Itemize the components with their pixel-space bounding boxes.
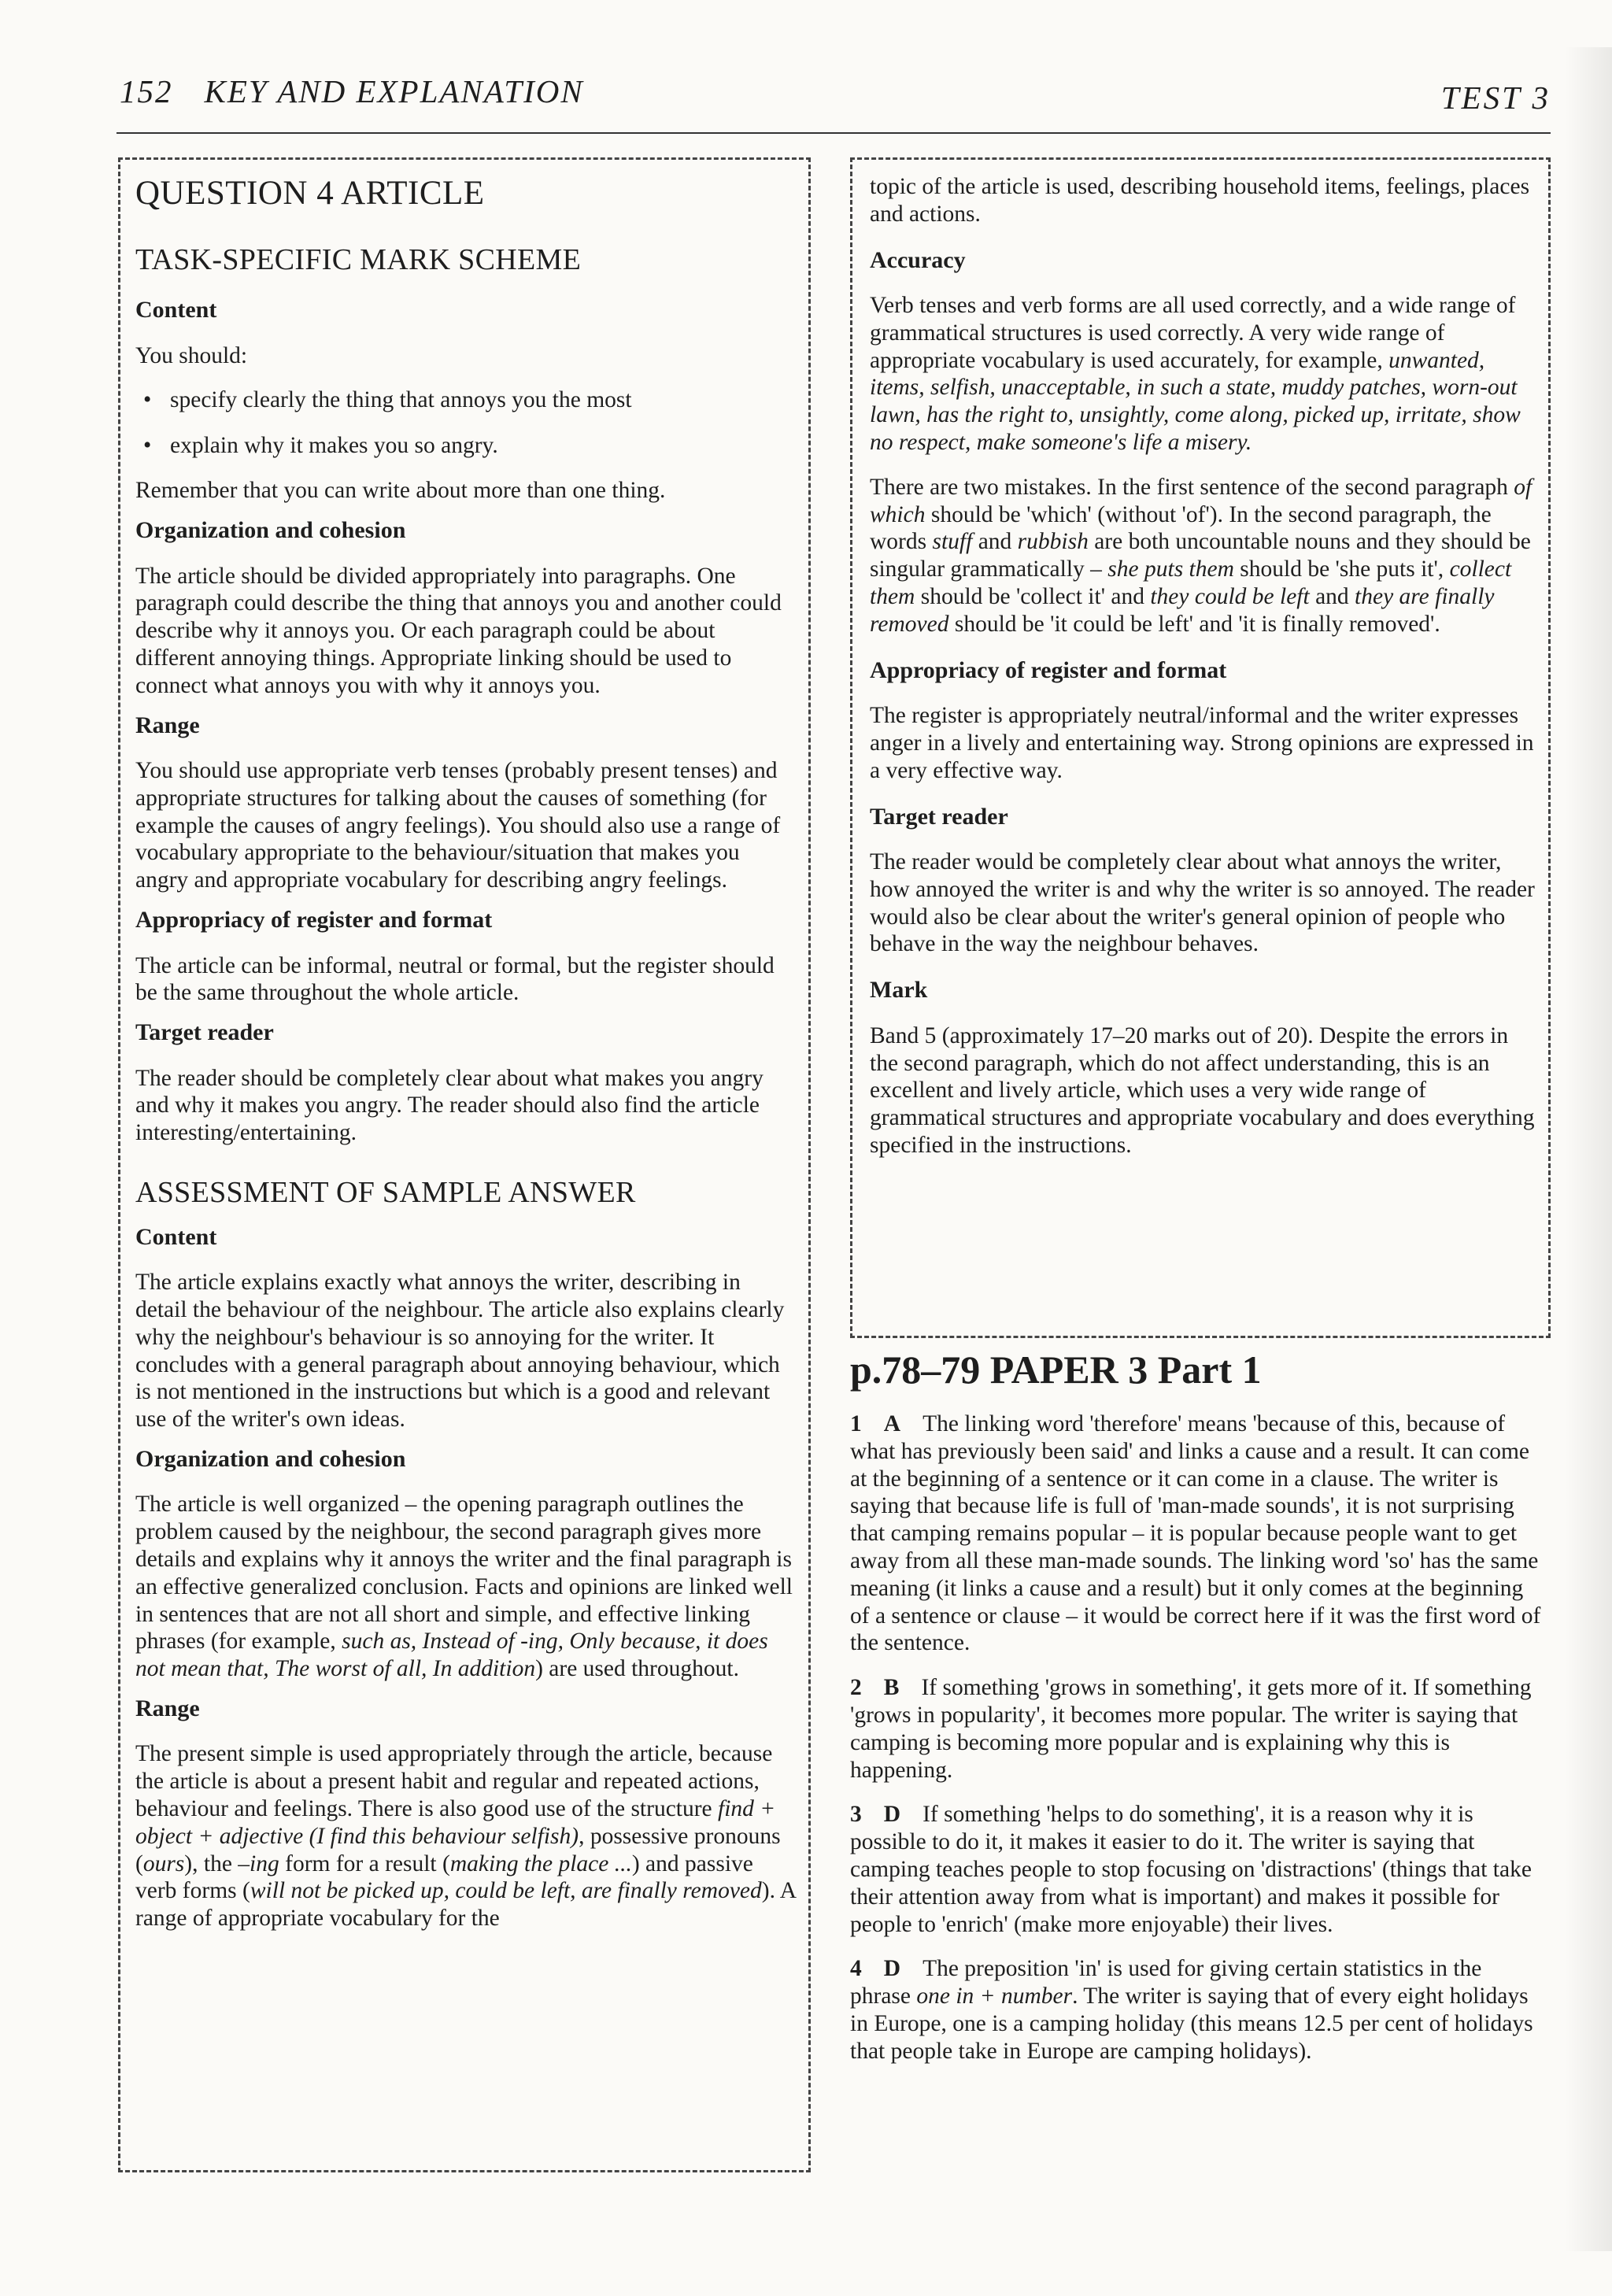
- mark-label: Mark: [870, 977, 928, 1004]
- org-label: Organization and cohesion: [135, 517, 406, 544]
- a-content-label: Content: [135, 1223, 217, 1250]
- you-should-text: You should:: [135, 342, 248, 368]
- running-header: [120, 72, 584, 110]
- target-label: Target reader: [135, 1019, 274, 1046]
- mark-scheme-title: TASK-SPECIFIC MARK SCHEME: [135, 242, 582, 276]
- page-edge-shadow: [1565, 47, 1612, 2251]
- paper-section: [850, 1346, 1543, 2065]
- answer-item: 2 B If something 'grows in something', it gets more of it. If something 'grows in popularity', it becomes more popular. The writer is saying that camping is becoming more popular and is explaining why this is happening.: [850, 1675, 1532, 1783]
- r-register-text: The register is appropriately neutral/informal and the writer expresses anger in a lively and entertaining way. Strong opinions are expressed in a very effective way.: [870, 703, 1534, 783]
- target-text: The reader should be completely clear about what makes you angry and why it makes you angry. The reader should also find the article interesting/entertaining.: [135, 1065, 763, 1146]
- range-label: Range: [135, 712, 200, 738]
- a-range-text: The present simple is used appropriately through the article, because the article is about a present habit and regular and repeated actions, behaviour and feelings. There is also good use of the structure find + object + adjective (I find this behaviour selfish), possessive pronouns (ours), the –ing form for a result (making the place ...) and passive verb forms (will not be picked up, could be left, are finally removed). A range of appropriate vocabulary for the: [135, 1741, 796, 1932]
- answer-item: 1 A The linking word 'therefore' means 'because of this, because of what has previously been said' and links a cause and a result. It can come at the beginning of a sentence or it can come in a clause. The writer is saying that because life is full of 'man-made sounds', it is not surprising that camping remains popular – it is popular because people want to get away from all these man-made sounds. The linking word 'so' has the same meaning (it links a cause and a result) but it only comes at the beginning of a sentence or clause – it would be correct here if it was the first word of the sentence.: [850, 1411, 1541, 1656]
- a-org-label: Organization and cohesion: [135, 1445, 406, 1472]
- question-title: QUESTION 4 ARTICLE: [135, 175, 485, 212]
- list-item: • explain why it makes you so angry.: [135, 432, 797, 460]
- mistakes-text: There are two mistakes. In the first sentence of the second paragraph of which should be 'which' (without 'of'). In the second paragraph, the words stuff and rubbish are both uncountable nouns and they should be singular grammatically – she puts them should be 'she puts it', collect them should be 'collect it' and they could be left and they are finally removed should be 'it could be left' and 'it is finally removed'.: [870, 474, 1533, 637]
- list-item: • specify clearly the thing that annoys you the most: [135, 386, 797, 414]
- org-text: The article should be divided appropriately into paragraphs. One paragraph could describe the thing that annoys you and another could describe why it annoys you. Or each paragraph could be about different annoying things. Appropriate linking should be used to connect what annoys you with why it annoys you.: [135, 563, 782, 698]
- mark-text: Band 5 (approximately 17–20 marks out of 20). Despite the errors in the second paragraph, which do not affect understanding, this is an excellent and lively article, which uses a very wide range of grammatical structures and appropriate vocabulary and does everything specified in the instructions.: [870, 1022, 1535, 1158]
- content-label: Content: [135, 297, 217, 324]
- page-number: 152: [120, 73, 173, 109]
- requirement-list: [135, 386, 797, 460]
- assessment-title: ASSESSMENT OF SAMPLE ANSWER: [135, 1176, 636, 1210]
- accuracy-label: Accuracy: [870, 246, 966, 273]
- right-column-top: [870, 173, 1539, 1159]
- remember-text: Remember that you can write about more than one thing.: [135, 478, 666, 504]
- a-content-text: The article explains exactly what annoys the writer, describing in detail the behaviour of the neighbour. The article also explains clearly why the neighbour's behaviour is so annoying for the writer. It concludes with a general paragraph about annoying behaviour, which is not mentioned in the instructions but which is a good and relevant use of the writer's own ideas.: [135, 1270, 785, 1433]
- section-title: KEY AND EXPLANATION: [204, 73, 584, 109]
- a-org-text: The article is well organized – the opening paragraph outlines the problem caused by the neighbour, the second paragraph gives more details and explains why it annoys the writer and the final paragraph is an effective generalized conclusion. Facts and opinions are linked well in sentences that are not all short and simple, and effective linking phrases (for example, such as, Instead of -ing, Only because, it does not mean that, The worst of all, In addition) are used throughout.: [135, 1492, 793, 1682]
- answer-item: 3 D If something 'helps to do something', it is a reason why it is possible to do it, it makes it easier to do it. The writer is saying that camping teaches people to stop focusing on 'distractions' (things that take their attention away from what is important) and makes it possible for people to 'enrich' (make more enjoyable) their lives.: [850, 1802, 1532, 1937]
- register-text: The article can be informal, neutral or formal, but the register should be the same throughout the whole article.: [135, 952, 775, 1006]
- range-text: You should use appropriate verb tenses (probably present tenses) and appropriate structures for talking about the causes of something (for example the causes of angry feelings). You should also use a range of vocabulary appropriate to the behaviour/situation that makes you angry and appropriate vocabulary for describing angry feelings.: [135, 758, 781, 893]
- r-target-text: The reader would be completely clear about what annoys the writer, how annoyed the writer is and why the writer is so annoyed. The reader would also be clear about the writer's general opinion of people who behave in the way the neighbour behaves.: [870, 849, 1535, 957]
- r-register-label: Appropriacy of register and format: [870, 656, 1227, 683]
- answer-item: 4 D The preposition 'in' is used for giving certain statistics in the phrase one in + number. The writer is saying that of every eight holidays in Europe, one is a camping holiday (this means 12.5 per cent of holidays that people take in Europe are camping holidays).: [850, 1956, 1533, 2064]
- a-range-label: Range: [135, 1695, 200, 1721]
- paper-title: p.78–79 PAPER 3 Part 1: [850, 1348, 1262, 1392]
- left-column: [135, 167, 797, 1932]
- test-label: TEST 3: [1440, 79, 1551, 116]
- accuracy-text: Verb tenses and verb forms are all used correctly, and a wide range of grammatical structures is used correctly. A very wide range of appropriate vocabulary is used accurately, for example, unwanted, items, selfish, unacceptable, in such a state, muddy patches, worn-out lawn, has the right to, unsightly, come along, picked up, irritate, show no respect, make someone's life a misery.: [870, 293, 1521, 456]
- continued-text: topic of the article is used, describing household items, feelings, places and actions.: [870, 174, 1530, 227]
- r-target-label: Target reader: [870, 803, 1008, 830]
- header-rule: [116, 132, 1551, 134]
- register-label: Appropriacy of register and format: [135, 907, 493, 934]
